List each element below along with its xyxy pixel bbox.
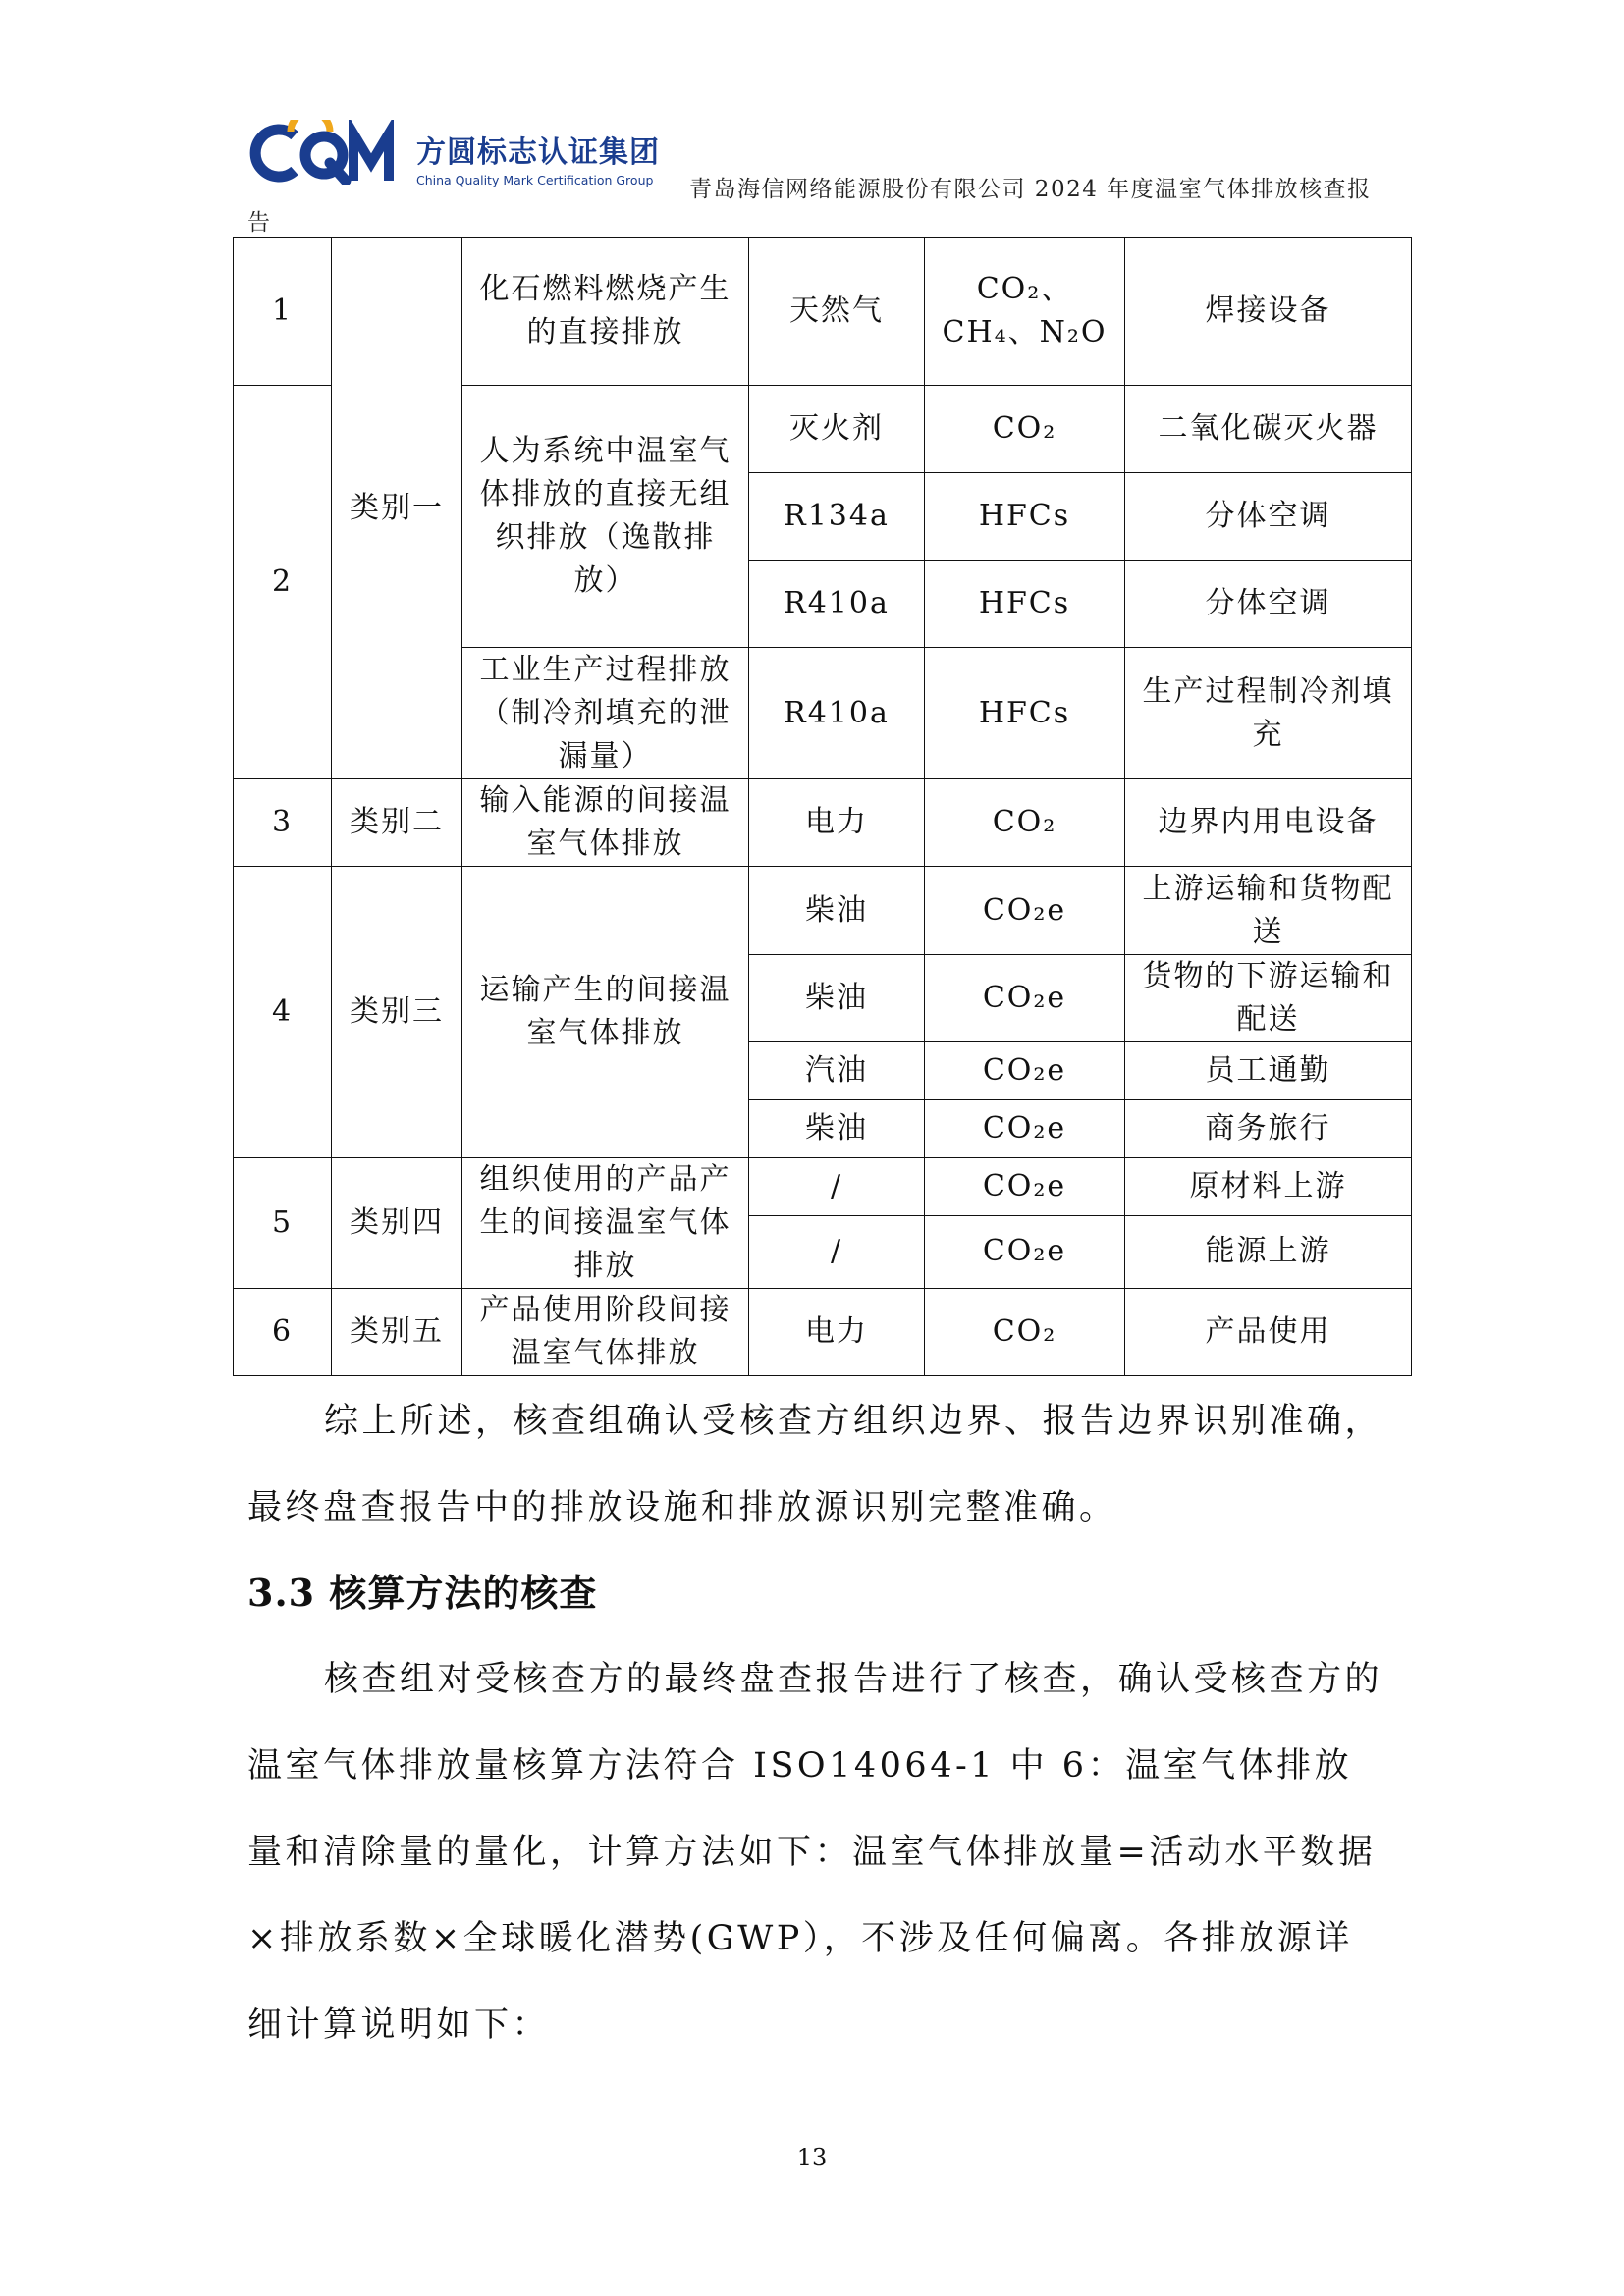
category-cell: 类别三 <box>332 867 462 1157</box>
source-cell: R410a <box>749 648 925 779</box>
facility-cell: 生产过程制冷剂填充 <box>1125 648 1412 779</box>
source-cell: 灭火剂 <box>749 386 925 473</box>
row-number: 3 <box>234 779 332 867</box>
emission-type-cell: 运输产生的间接温室气体排放 <box>462 867 749 1157</box>
gas-cell: CO₂ <box>925 386 1125 473</box>
org-name-cn: 方圆标志认证集团 <box>416 135 660 170</box>
facility-cell: 产品使用 <box>1125 1288 1412 1375</box>
facility-cell: 能源上游 <box>1125 1215 1412 1288</box>
gas-cell: CO₂e <box>925 1099 1125 1157</box>
row-number: 1 <box>234 238 332 386</box>
gas-cell: CO₂、CH₄、N₂O <box>925 238 1125 386</box>
cqm-logo-mark <box>247 120 401 185</box>
emission-type-cell: 输入能源的间接温室气体排放 <box>462 779 749 867</box>
gas-cell: CO₂e <box>925 954 1125 1041</box>
source-cell: 电力 <box>749 779 925 867</box>
source-cell: 柴油 <box>749 867 925 954</box>
document-title: 青岛海信网络能源股份有限公司 2024 年度温室气体排放核查报 <box>689 177 1372 202</box>
facility-cell: 分体空调 <box>1125 561 1412 648</box>
category-cell: 类别五 <box>332 1288 462 1375</box>
gas-cell: HFCs <box>925 473 1125 561</box>
document-title-tail: 告 <box>247 210 270 236</box>
emission-type-cell: 人为系统中温室气体排放的直接无组织排放（逸散排放） <box>462 386 749 648</box>
facility-cell: 货物的下游运输和配送 <box>1125 954 1412 1041</box>
row-number: 5 <box>234 1157 332 1288</box>
facility-cell: 分体空调 <box>1125 473 1412 561</box>
row-number: 2 <box>234 386 332 779</box>
category-cell: 类别四 <box>332 1157 462 1288</box>
gas-cell: HFCs <box>925 648 1125 779</box>
method-paragraph: 核查组对受核查方的最终盘查报告进行了核查，确认受核查方的温室气体排放量核算方法符合 ISO14064-1 中 6：温室气体排放量和清除量的量化，计算方法如下：温室气体排放量=活动水平数据×排放系数×全球暖化潜势(GWP），不涉及任何偏离。各排放源详细计算说明如下： <box>247 1660 1383 2045</box>
summary-paragraph: 综上所述，核查组确认受核查方组织边界、报告边界识别准确，最终盘查报告中的排放设施和排放源识别完整准确。 <box>247 1402 1383 1527</box>
table-row <box>234 1288 1412 1375</box>
table-row <box>234 779 1412 867</box>
emission-type-cell: 组织使用的产品产生的间接温室气体排放 <box>462 1157 749 1288</box>
category-cell: 类别二 <box>332 779 462 867</box>
org-name-en: China Quality Mark Certification Group <box>416 173 654 187</box>
facility-cell: 原材料上游 <box>1125 1157 1412 1215</box>
row-number: 4 <box>234 867 332 1157</box>
gas-cell: CO₂e <box>925 1215 1125 1288</box>
emission-source-table <box>233 237 1412 1376</box>
cqm-logo <box>247 118 679 196</box>
source-cell: 电力 <box>749 1288 925 1375</box>
table-row <box>234 867 1412 954</box>
facility-cell: 商务旅行 <box>1125 1099 1412 1157</box>
gas-cell: CO₂ <box>925 1288 1125 1375</box>
gas-cell: CO₂e <box>925 1157 1125 1215</box>
page-header <box>247 118 1386 236</box>
facility-cell: 边界内用电设备 <box>1125 779 1412 867</box>
facility-cell: 二氧化碳灭火器 <box>1125 386 1412 473</box>
emission-type-cell: 化石燃料燃烧产生的直接排放 <box>462 238 749 386</box>
emission-type-cell: 产品使用阶段间接温室气体排放 <box>462 1288 749 1375</box>
table-row <box>234 238 1412 386</box>
source-cell: 柴油 <box>749 954 925 1041</box>
category-cell: 类别一 <box>332 238 462 779</box>
facility-cell: 上游运输和货物配送 <box>1125 867 1412 954</box>
source-cell: R410a <box>749 561 925 648</box>
source-cell: 柴油 <box>749 1099 925 1157</box>
gas-cell: CO₂e <box>925 867 1125 954</box>
source-cell: 汽油 <box>749 1041 925 1099</box>
row-number: 6 <box>234 1288 332 1375</box>
emission-type-cell: 工业生产过程排放（制冷剂填充的泄漏量） <box>462 648 749 779</box>
source-cell: 天然气 <box>749 238 925 386</box>
table-row <box>234 1157 1412 1215</box>
facility-cell: 焊接设备 <box>1125 238 1412 386</box>
gas-cell: CO₂ <box>925 779 1125 867</box>
gas-cell: CO₂e <box>925 1041 1125 1099</box>
source-cell: / <box>749 1215 925 1288</box>
gas-cell: HFCs <box>925 561 1125 648</box>
source-cell: R134a <box>749 473 925 561</box>
facility-cell: 员工通勤 <box>1125 1041 1412 1099</box>
page-number: 13 <box>796 2144 828 2171</box>
source-cell: / <box>749 1157 925 1215</box>
section-heading: 3.3 核算方法的核查 <box>247 1571 598 1615</box>
